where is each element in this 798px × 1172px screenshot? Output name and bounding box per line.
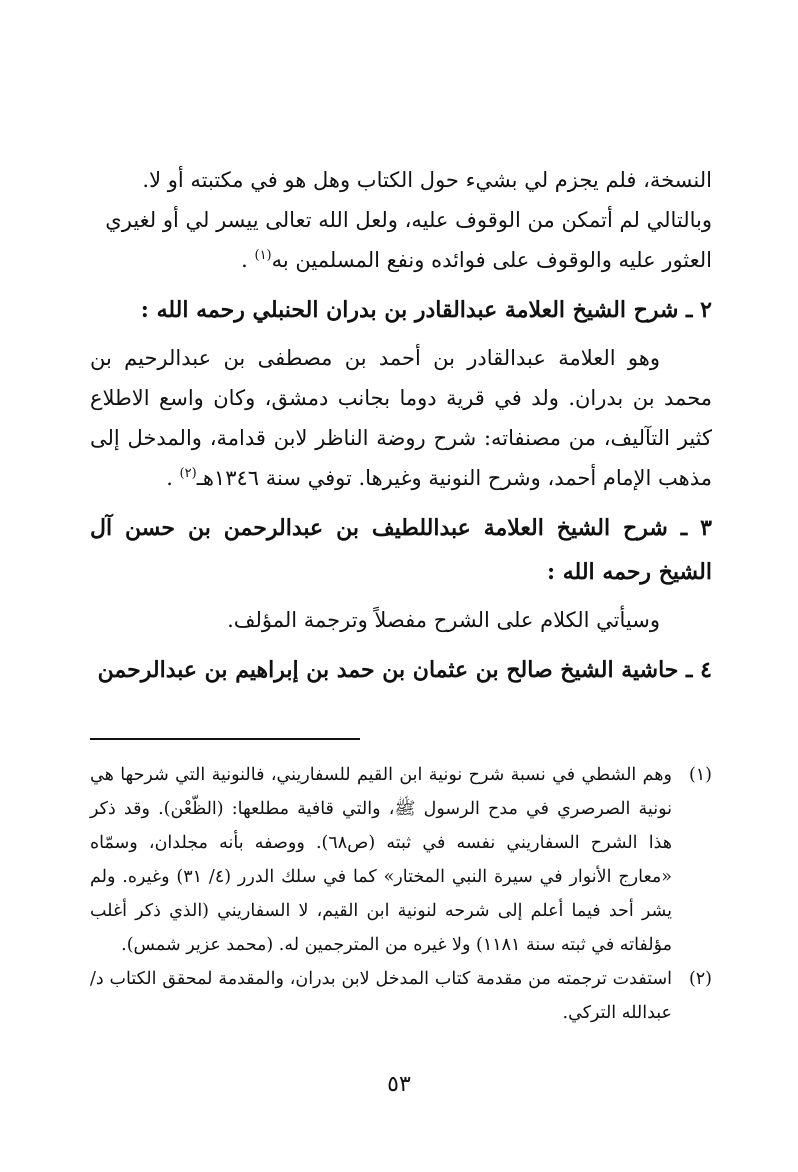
paragraph-1-line-1: النسخة، فلم يجزم لي بشيء حول الكتاب وهل هو في مكتبته أو لا. [142,168,712,192]
main-text [90,160,712,698]
paragraph-1-end: . [241,248,255,272]
paragraph-2-end: . [166,466,180,490]
paragraph-2 [90,338,712,498]
section-heading-4: ٤ ـ حاشية الشيخ صالح بن عثمان بن حمد بن إبراهيم بن عبدالرحمن [97,657,712,683]
footnote-1 [90,758,712,962]
paragraph-1-line-2: وبالتالي لم أتمكن من الوقوف عليه، ولعل الله تعالى ييسر لي أو لغيري [105,208,712,232]
footnotes [90,758,712,1030]
paragraph-1-line-3: العثور عليه والوقوف على فوائده ونفع المسلمين به [271,248,712,272]
footnote-ref-1[interactable]: (١) [254,248,272,263]
footnote-2-number: (٢) [688,969,712,989]
footnote-ref-2[interactable]: (٢) [179,466,197,481]
paragraph-1 [90,160,712,280]
paragraph-3: وسيأتي الكلام على الشرح مفصلاً وترجمة المؤلف. [227,608,660,632]
section-heading-2: ٢ ـ شرح الشيخ العلامة عبدالقادر بن بدران الحنبلي رحمه الله : [140,297,712,323]
footnote-1-text: وهم الشطي في نسبة شرح نونية ابن القيم للسفاريني، فالنونية التي شرحها هي نونية الصرصري في مدح الرسول ﷺ، والتي قافية مطلعها: (الظّعْن). وقد ذكر هذا الشرح السفاريني نفسه في ثبته (ص٦٨). ووصفه بأنه مجلدان، وسمّاه «معارج الأنوار في سيرة النبي المختار» كما في سلك الدرر (٤/ ٣١) وغيره. ولم يشر أحد فيما أعلم إلى شرحه لنونية ابن القيم، لا السفاريني (الذي ذكر أغلب مؤلفاته في ثبته سنة ١١٨١) ولا غيره من المترجمين له. (محمد عزير شمس). [90,765,672,955]
footnote-2-text: استفدت ترجمته من مقدمة كتاب المدخل لابن بدران، والمقدمة لمحقق الكتاب د/ عبدالله التركي. [90,969,672,1023]
paragraph-2-text: وهو العلامة عبدالقادر بن أحمد بن مصطفى بن عبدالرحيم بن محمد بن بدران. ولد في قرية دوما بجانب دمشق، وكان واسع الاطلاع كثير التآليف، من مصنفاته: شرح روضة الناظر لابن قدامة، والمدخل إلى مذهب الإمام أحمد، وشرح النونية وغيرها. توفي سنة ١٣٤٦هـ [90,346,712,490]
footnote-2 [90,962,712,1030]
footnote-separator [90,738,360,740]
page-number: ٥٣ [387,1072,411,1097]
section-heading-3: ٣ ـ شرح الشيخ العلامة عبداللطيف بن عبدالرحمن بن حسن آل الشيخ رحمه الله : [90,515,712,585]
footnote-1-number: (١) [688,765,712,785]
